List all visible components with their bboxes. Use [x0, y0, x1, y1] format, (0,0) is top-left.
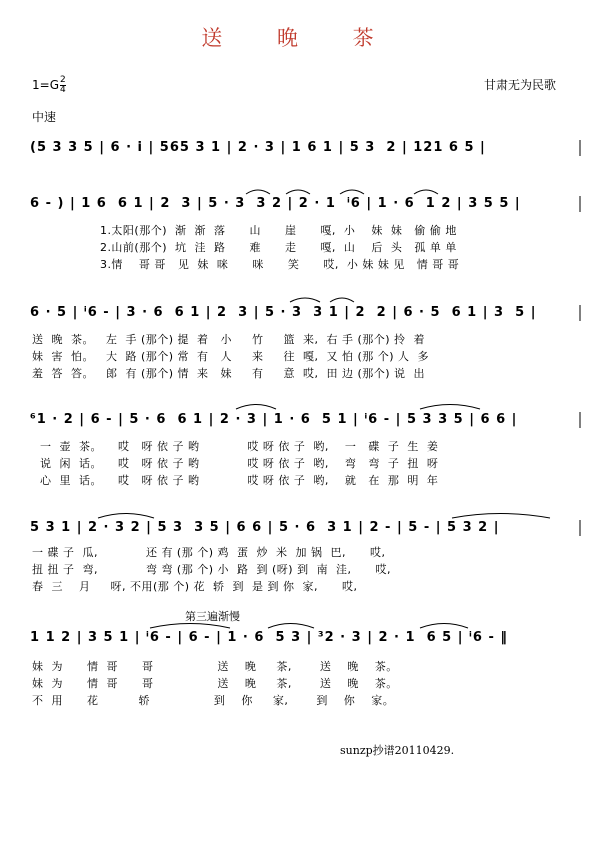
key-prefix: 1=G — [32, 78, 59, 92]
time-bottom: 4 — [60, 85, 66, 95]
transcriber-credit: sunzp抄谱20110429. — [340, 744, 455, 757]
notation-line: 5 3 1 | 2 · 3 2 | 5 3 3 5 | 6 6 | 5 · 6 3 1 | 2 - | 5 - | 5 3 2 | — [30, 520, 500, 535]
notation-line: (5 3 3 5 | 6 · i | 565 3 1 | 2 · 3 | 1 6 1 | 5 3 2 | 121 6 5 | — [30, 140, 486, 155]
lyric-verse-2: 妹 为 情 哥 哥 送 晚 茶, 送 晚 茶。 — [32, 677, 398, 690]
lyric-verse-1: 送 晚 茶。 左 手 (那个) 提 着 小 竹 篮 来, 右 手 (那个) 拎 着 — [32, 333, 426, 346]
lyric-verse-2: 妹 害 怕。 大 路 (那个) 常 有 人 来 往 嘎, 又 怕 (那 个) 人 多 — [32, 350, 430, 363]
slur — [452, 514, 550, 519]
lyric-verse-2: 扭 扭 子 弯, 弯 弯 (那 个) 小 路 到 (呀) 到 南 洼, 哎, — [32, 563, 392, 576]
slur — [150, 624, 230, 629]
tempo-marking: 中速 — [32, 110, 57, 124]
slur — [98, 514, 154, 519]
lyric-verse-3: 春 三 月 呀, 不用(那 个) 花 轿 到 是 到 你 家, 哎, — [32, 580, 358, 593]
time-signature — [60, 76, 66, 95]
lyric-verse-3: 不 用 花 轿 到 你 家, 到 你 家。 — [32, 694, 395, 707]
lyric-verse-2: 2.山前(那个) 坑 洼 路 难 走 嘎, 山 后 头 孤 单 单 — [32, 241, 457, 254]
notation-line: ⁶1 · 2 | 6 - | 5 · 6 6 1 | 2 · 3 | 1 · 6 5 1 | ⁱ6 - | 5 3 3 5 | 6 6 | — [30, 412, 518, 427]
repeat-note: 第三遍渐慢 — [185, 610, 240, 623]
slur — [414, 190, 438, 194]
lyric-verse-3: 羞 答 答。 郎 有 (那个) 情 来 妹 有 意 哎, 田 边 (那个) 说 出 — [32, 367, 426, 380]
lyric-verse-3: 3.情 哥 哥 见 妹 咪 咪 笑 哎, 小 妹 妹 见 情 哥 哥 — [32, 258, 460, 271]
lyric-verse-2: 说 闲 话。 哎 呀 依 子 哟 哎 呀 依 子 哟, 弯 弯 子 扭 呀 — [32, 457, 439, 470]
slur — [420, 624, 468, 629]
slur — [420, 405, 480, 410]
slur — [340, 190, 364, 194]
notation-line: 1 1 2 | 3 5 1 | ⁱ6 - | 6 - | 1 · 6 5 3 | ³2 · 3 | 2 · 1 6 5 | ⁱ6 - ‖ — [30, 630, 508, 645]
song-title: 送 晚 茶 — [201, 26, 398, 50]
time-top: 2 — [60, 75, 66, 85]
notation-line: 6 - ) | 1 6 6 1 | 2 3 | 5 · 3 3 2 | 2 · 1 ⁱ6 | 1 · 6 1 2 | 3 5 5 | — [30, 196, 521, 211]
lyric-verse-1: 一 壶 茶。 哎 呀 依 子 哟 哎 呀 依 子 哟, 一 碟 子 生 姜 — [32, 440, 439, 453]
slur — [286, 190, 310, 194]
slur — [268, 624, 314, 629]
slur — [236, 405, 276, 410]
lyric-verse-1: 妹 为 情 哥 哥 送 晚 茶, 送 晚 茶。 — [32, 660, 398, 673]
lyric-verse-1: 1.太阳(那个) 渐 渐 落 山 崖 嘎, 小 妹 妹 偷 偷 地 — [32, 224, 457, 237]
lyric-verse-1: 一 碟 子 瓜, 还 有 (那 个) 鸡 蛋 炒 米 加 锅 巴, 哎, — [32, 546, 386, 559]
key-signature — [32, 76, 66, 95]
slur — [246, 190, 270, 194]
lyric-verse-3: 心 里 话。 哎 呀 依 子 哟 哎 呀 依 子 哟, 就 在 那 明 年 — [32, 474, 439, 487]
slur — [330, 298, 354, 302]
slur — [290, 298, 320, 302]
song-origin: 甘肃无为民歌 — [484, 78, 557, 92]
notation-line: 6 · 5 | ⁱ6 - | 3 · 6 6 1 | 2 3 | 5 · 3 3 1 | 2 2 | 6 · 5 6 1 | 3 5 | — [30, 305, 537, 320]
